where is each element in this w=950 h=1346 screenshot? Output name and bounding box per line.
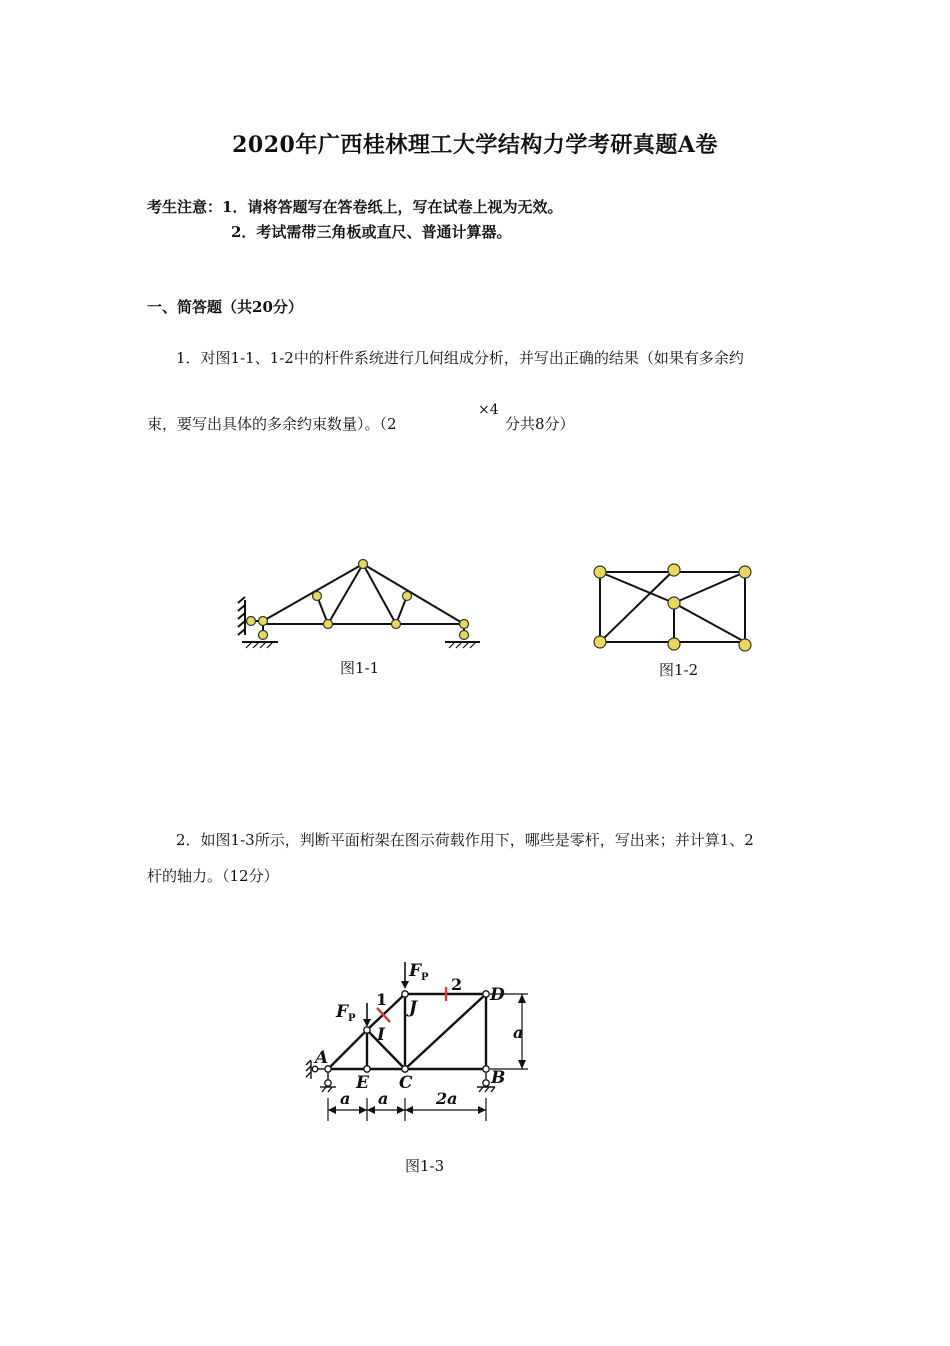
dim-2a: 2a: [436, 1089, 458, 1108]
label-C: C: [399, 1073, 413, 1093]
page-title: 2020年广西桂林理工大学结构力学考研真题A卷: [232, 132, 718, 158]
fig3-caption: 图1-3: [405, 1157, 445, 1175]
fig2-caption: 图1-2: [659, 661, 699, 679]
notice-line-1: [147, 196, 562, 217]
q2-line-2: 杆的轴力。（12分）: [147, 867, 279, 885]
notice-item-2: 2．考试需带三角板或直尺、普通计算器。: [231, 223, 512, 241]
label-B: B: [491, 1068, 506, 1088]
figure-1-1: [230, 555, 490, 655]
label-F-top: F: [409, 961, 422, 981]
label-J: J: [409, 998, 418, 1018]
label-bar-2: 2: [451, 975, 463, 994]
figure-1-2: [588, 558, 758, 658]
dim-a-1: a: [340, 1089, 351, 1108]
q1-line-2a: 束，要写出具体的多余约束数量）。（2: [147, 415, 397, 433]
dim-a-2: a: [378, 1089, 389, 1108]
label-A: A: [315, 1048, 329, 1068]
fig1-caption: 图1-1: [340, 659, 380, 677]
label-bar-1: 1: [376, 990, 388, 1009]
label-E: E: [356, 1073, 369, 1093]
label-P-left: P: [348, 1013, 356, 1024]
times-four: ×4: [478, 402, 499, 418]
notice-label: 考生注意：: [147, 198, 223, 216]
q1-line-1: 1．对图1-1、1-2中的杆件系统进行几何组成分析，并写出正确的结果（如果有多余约: [176, 349, 744, 367]
notice-item-1: 1．请将答题写在答卷纸上，写在试卷上视为无效。: [222, 198, 563, 216]
dim-a-vertical: a: [513, 1023, 524, 1042]
q1-line-2b: 分共8分）: [505, 415, 575, 433]
figure-1-3: [300, 955, 540, 1130]
label-P-top: P: [421, 972, 429, 983]
label-F-left: F: [336, 1002, 349, 1022]
section-heading: 一、简答题（共20分）: [147, 298, 303, 316]
label-D: D: [490, 985, 505, 1005]
q2-line-1: 2．如图1-3所示，判断平面桁架在图示荷载作用下，哪些是零杆，写出来；并计算1、2: [176, 831, 754, 849]
q1-line-2: [147, 413, 397, 434]
label-I: I: [377, 1025, 385, 1045]
